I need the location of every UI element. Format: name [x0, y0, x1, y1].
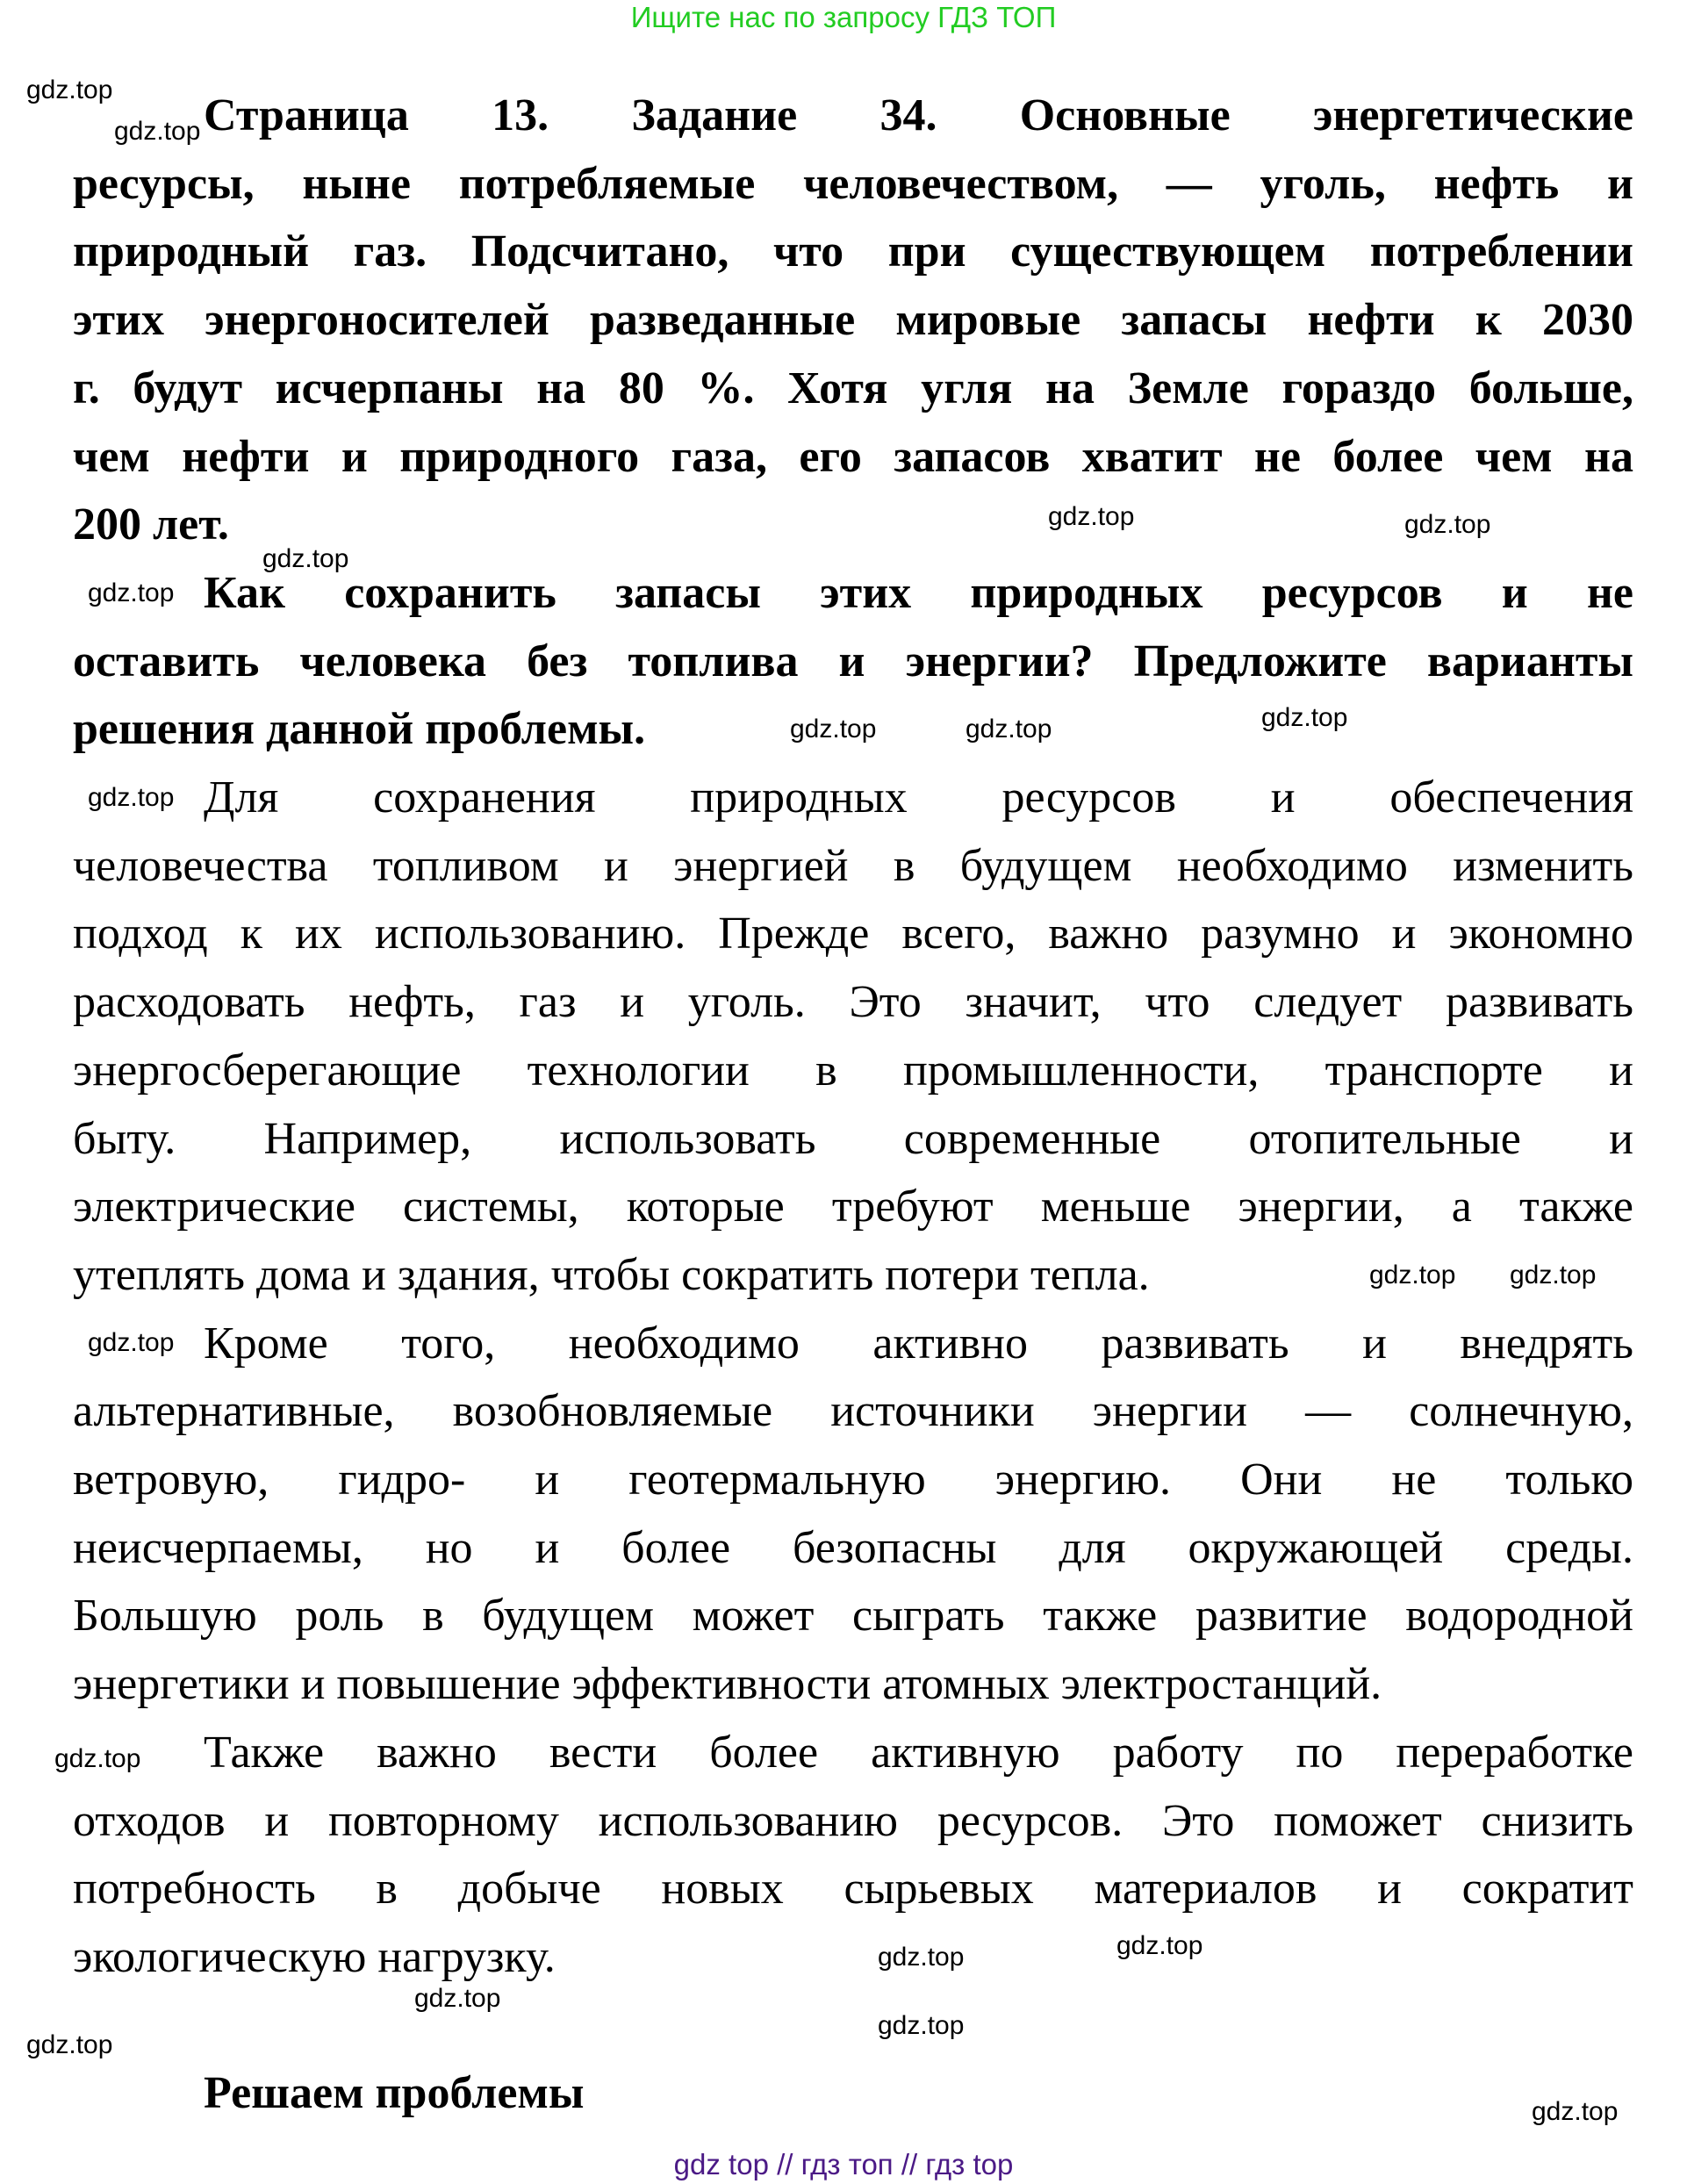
watermark-text: gdz.top: [88, 578, 175, 607]
watermark-text: gdz.top: [1369, 1261, 1456, 1290]
watermark-text: gdz.top: [54, 1744, 141, 1773]
paragraph-line: этих энергоносителей разведанные мировые запасы нефти к 2030: [73, 295, 1633, 346]
watermark-text: gdz.top: [1116, 1931, 1203, 1960]
paragraph-line: Для сохранения природных ресурсов и обеспечения: [204, 772, 1633, 823]
paragraph-line: г. будут исчерпаны на 80 %. Хотя угля на Земле гораздо больше,: [73, 363, 1633, 413]
paragraph-line: Также важно вести более активную работу по переработке: [204, 1727, 1633, 1778]
watermark-text: gdz.top: [1404, 510, 1491, 539]
paragraph-line: Кроме того, необходимо активно развивать и внедрять: [204, 1318, 1633, 1369]
watermark-text: gdz.top: [26, 2030, 113, 2059]
paragraph-line: экологическую нагрузку.: [73, 1931, 556, 1982]
watermark-text: gdz.top: [88, 783, 175, 812]
paragraph-line: 200 лет.: [73, 499, 229, 550]
paragraph-line: решения данной проблемы.: [73, 704, 646, 755]
paragraph-line: ресурсы, ныне потребляемые человечеством, — уголь, нефть и: [73, 158, 1633, 209]
paragraph-line: отходов и повторному использованию ресурсов. Это поможет снизить: [73, 1795, 1633, 1846]
watermark-text: gdz.top: [1510, 1261, 1597, 1290]
watermark-text: gdz.top: [114, 117, 201, 146]
paragraph-line: ветровую, гидро- и геотермальную энергию. Они не только: [73, 1455, 1633, 1505]
search-hint-banner[interactable]: Ищите нас по запросу ГДЗ ТОП: [630, 1, 1057, 33]
paragraph-line: Большую роль в будущем может сыграть также развитие водородной: [73, 1591, 1633, 1642]
paragraph-line: энергосберегающие технологии в промышленности, транспорте и: [73, 1045, 1633, 1096]
paragraph-line: Как сохранить запасы этих природных ресурсов и не: [204, 567, 1633, 618]
watermark-text: gdz.top: [1261, 703, 1348, 732]
paragraph-line: Страница 13. Задание 34. Основные энергетические: [204, 90, 1633, 140]
section-heading: Решаем проблемы: [204, 2068, 585, 2119]
paragraph-line: чем нефти и природного газа, его запасов хватит не более чем на: [73, 431, 1633, 482]
paragraph-line: человечества топливом и энергией в будущем необходимо изменить: [73, 840, 1633, 891]
paragraph-line: неисчерпаемы, но и более безопасны для окружающей среды.: [73, 1522, 1633, 1573]
watermark-text: gdz.top: [878, 2011, 965, 2040]
watermark-text: gdz.top: [1048, 502, 1135, 531]
watermark-text: gdz.top: [262, 544, 349, 573]
watermark-text: gdz.top: [26, 75, 113, 104]
paragraph-line: энергетики и повышение эффективности атомных электростанций.: [73, 1659, 1382, 1710]
footer-links[interactable]: gdz top // гдз топ // гдз top: [673, 2148, 1014, 2180]
watermark-text: gdz.top: [1532, 2097, 1619, 2126]
watermark-text: gdz.top: [414, 1984, 501, 2013]
paragraph-line: оставить человека без топлива и энергии? Предложите варианты: [73, 636, 1633, 686]
watermark-text: gdz.top: [878, 1943, 965, 1972]
paragraph-line: природный газ. Подсчитано, что при существующем потреблении: [73, 226, 1633, 277]
paragraph-line: альтернативные, возобновляемые источники энергии — солнечную,: [73, 1386, 1633, 1437]
watermark-text: gdz.top: [88, 1328, 175, 1357]
paragraph-line: потребность в добыче новых сырьевых материалов и сократит: [73, 1864, 1633, 1915]
watermark-text: gdz.top: [790, 715, 877, 744]
paragraph-line: расходовать нефть, газ и уголь. Это значит, что следует развивать: [73, 977, 1633, 1028]
paragraph-line: утеплять дома и здания, чтобы сократить потери тепла.: [73, 1249, 1150, 1300]
paragraph-line: быту. Например, использовать современные отопительные и: [73, 1113, 1633, 1164]
paragraph-line: электрические системы, которые требуют меньше энергии, а также: [73, 1182, 1633, 1232]
paragraph-line: подход к их использованию. Прежде всего, важно разумно и экономно: [73, 909, 1633, 959]
watermark-text: gdz.top: [966, 715, 1052, 744]
